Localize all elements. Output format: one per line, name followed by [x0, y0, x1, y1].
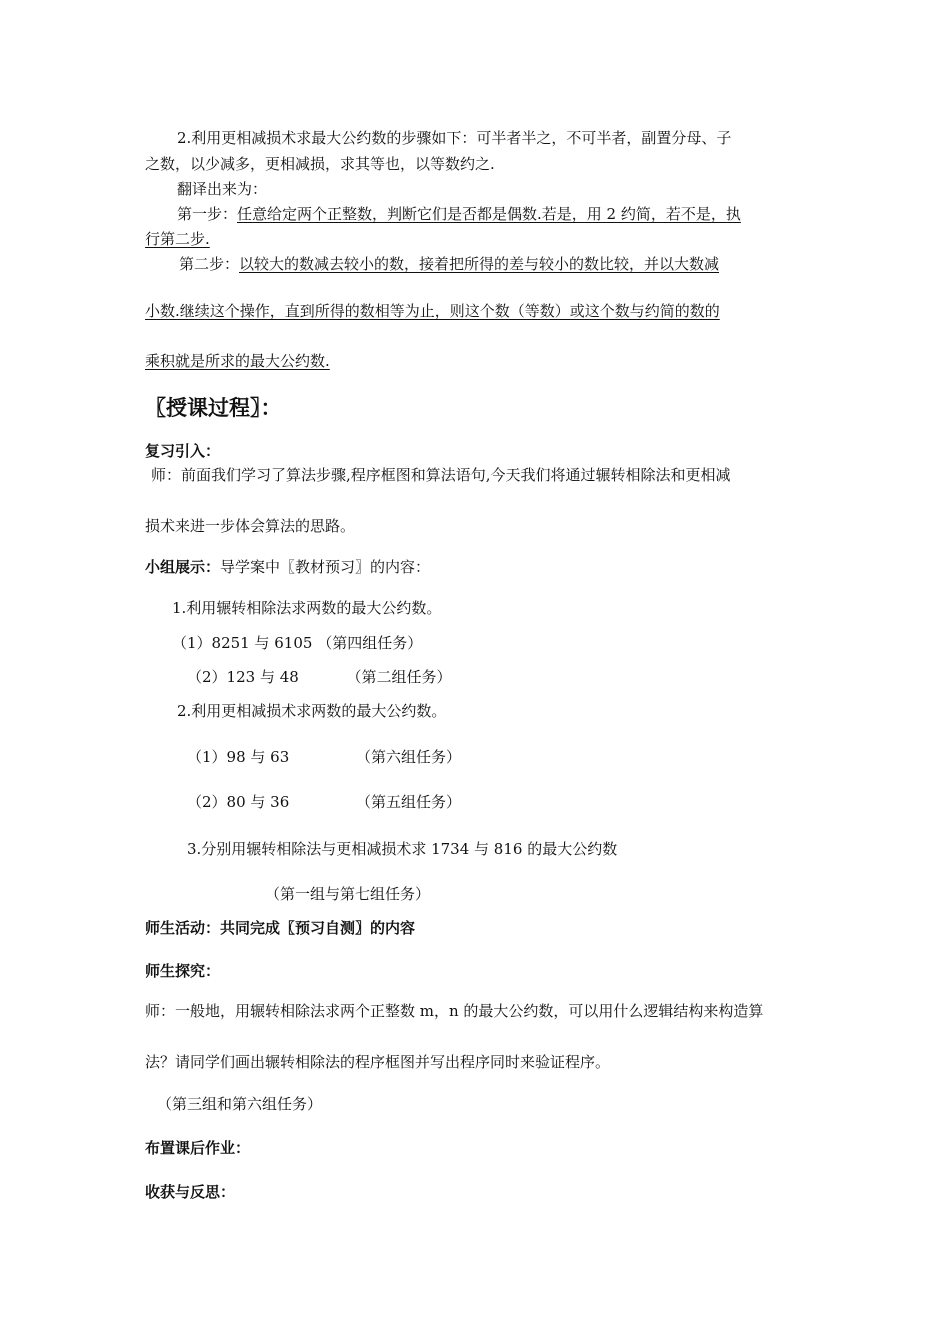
step2-text: 以较大的数减去较小的数，接着把所得的差与较小的数比较，并以大数减	[239, 255, 720, 273]
activity-line: 师生活动：共同完成〖预习自测〗的内容	[145, 919, 416, 937]
group-text: 导学案中〖教材预习〗的内容：	[220, 558, 431, 576]
task-item-1: 1.利用辗转相除法求两数的最大公约数。	[172, 599, 442, 617]
reflection-label: 收获与反思：	[145, 1183, 236, 1201]
step1-prefix: 第一步：	[177, 205, 238, 223]
step1-line-2: 行第二步.	[145, 230, 210, 248]
explore-label: 师生探究：	[145, 962, 221, 980]
homework-label: 布置课后作业：	[145, 1139, 251, 1157]
review-label: 复习引入：	[145, 442, 221, 460]
intro-line-2: 之数，以少减多，更相减损，求其等也，以等数约之.	[145, 155, 495, 173]
task-item-3-note: （第一组与第七组任务）	[265, 885, 431, 903]
step1-text: 任意给定两个正整数，判断它们是否都是偶数.若是，用 2 约简，若不是，执	[237, 205, 741, 223]
step1-line-1	[177, 203, 741, 225]
task-item-3: 3.分别用辗转相除法与更相减损术求 1734 与 816 的最大公约数	[187, 840, 618, 858]
group-display	[145, 556, 430, 578]
review-line-1: 师：前面我们学习了算法步骤,程序框图和算法语句,今天我们将通过辗转相除法和更相减	[151, 466, 731, 484]
step2-line-1	[179, 253, 719, 275]
task-item-2-2: （2）80 与 36 （第五组任务）	[187, 793, 462, 811]
explore-line-2: 法？请同学们画出辗转相除法的程序框图并写出程序同时来验证程序。	[145, 1053, 611, 1071]
translate-label: 翻译出来为：	[177, 180, 268, 198]
step2-line-2: 小数.继续这个操作，直到所得的数相等为止，则这个数（等数）或这个数与约简的数的	[145, 302, 720, 320]
explore-note: （第三组和第六组任务）	[157, 1095, 323, 1113]
group-label: 小组展示：	[145, 558, 221, 576]
intro-line-1: 2.利用更相减损术求最大公约数的步骤如下：可半者半之，不可半者，副置分母、子	[177, 129, 732, 147]
task-item-1-2: （2）123 与 48 （第二组任务）	[187, 668, 452, 686]
step2-prefix: 第二步：	[179, 255, 240, 273]
explore-line-1: 师：一般地，用辗转相除法求两个正整数 m，n 的最大公约数，可以用什么逻辑结构来构造算	[145, 1002, 764, 1020]
task-item-1-1: （1）8251 与 6105 （第四组任务）	[172, 634, 423, 652]
task-item-2-1: （1）98 与 63 （第六组任务）	[187, 748, 462, 766]
review-line-2: 损术来进一步体会算法的思路。	[145, 517, 356, 535]
step2-line-3: 乘积就是所求的最大公约数.	[145, 352, 330, 370]
task-item-2: 2.利用更相减损术求两数的最大公约数。	[177, 702, 447, 720]
section-heading: 〖授课过程〗：	[145, 396, 282, 420]
